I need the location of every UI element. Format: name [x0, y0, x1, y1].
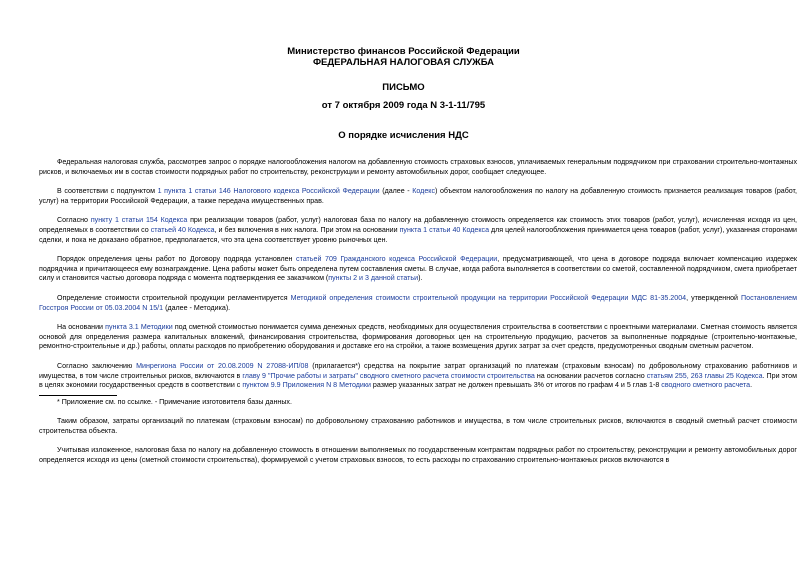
paragraph-text: Учитывая изложенное, налоговая база по налогу на добавленную стоимость в отношении выполняемых по государственным контрактам подрядных работ по строительству, реконструкции и ремонту автомобильных дорог определяется исходя из цены (сметной стоимости строительства), формируемой с учетом страховых взносов, то есть расходы по страхованию строительно-монтажных рисков включаются в [39, 446, 797, 465]
paragraph-7 [39, 362, 797, 391]
document-body [39, 158, 797, 476]
paragraph-text: , предусматривающей, что цена в договоре подряда включает компенсацию издержек подрядчика и причитающееся ему вознаграждение. Цена работы может быть определена путем составления сметы. В случае, когда работа выполняется в соответствии со сметой, составленной подрядчиком, смета приобретает силу и становится частью договора подряда с момента подтверждения ее заказчиком ( [39, 255, 797, 283]
paragraph-4 [39, 255, 797, 284]
link-minregion-conclusion[interactable]: Минрегиона России от 20.08.2009 N 27088-ИП/08 [136, 361, 309, 370]
link-article-154[interactable]: пункту 1 статьи 154 Кодекса [90, 216, 188, 225]
paragraph-text: ). [418, 274, 423, 283]
paragraph-text: Таким образом, затраты организаций по платежам (страховым взносам) по добровольному страхованию работников и имущества, в том числе строительных рисков, включаются в сводный сметный расчет стоимости строительства объекта. [39, 417, 797, 435]
link-chapter-9[interactable]: главу 9 "Прочие работы и затраты" сводного сметного расчета стоимости строительства [242, 371, 535, 380]
paragraph-text: В соответствии с подпунктом [57, 187, 158, 196]
paragraph-1 [39, 158, 797, 177]
link-article-40[interactable]: статьей 40 Кодекса [150, 225, 215, 234]
paragraph-text: под сметной стоимостью понимается сумма денежных средств, необходимых для осуществления строительства в соответствии с проектными материалами. Сметная стоимость является основой для определения размера капитальных вложений, финансирования строительства, формирования договорных цен на строительную продукцию, расчетов за выполненные подрядные (строительно-монтажные, ремонтно-строительные и др.) работы, оплаты расходов по приобретению оборудования и доставке его на стройки, а также возмещения других затрат за счет средств, предусмотренных сводным сметным расчетом. [39, 323, 798, 351]
paragraph-text: для целей налогообложения принимается цена товаров (работ, услуг), указанная сторонами сделки, и пока не доказано обратное, предполагается, что эта цена соответствует уровню рыночных цен. [39, 225, 797, 244]
paragraph-text: Согласно [57, 216, 91, 225]
link-gosstroy-resolution[interactable]: Постановлением Госстроя России от 05.03.2004 N 15/1 [39, 293, 797, 312]
document-subject: О порядке исчисления НДС [338, 130, 469, 141]
paragraph-text: На основании [57, 323, 106, 332]
paragraph-text: Определение стоимости строительной продукции регламентируется [57, 293, 291, 302]
paragraph-text: (далее - [379, 187, 413, 196]
document-type: ПИСЬМО [382, 82, 425, 93]
ministry-name: Министерство финансов Российской Федерации [287, 46, 520, 57]
link-articles-255-263[interactable]: статьям 255, 263 главы 25 Кодекса [646, 371, 763, 380]
service-name: ФЕДЕРАЛЬНАЯ НАЛОГОВАЯ СЛУЖБА [312, 57, 495, 68]
paragraph-text: . [750, 381, 753, 390]
link-points-2-3[interactable]: пункты 2 и 3 данной статьи [328, 274, 419, 283]
link-article-40-point-1[interactable]: пункта 1 статьи 40 Кодекса [399, 225, 490, 234]
link-methodology-point-3-1[interactable]: пункта 3.1 Методики [105, 323, 173, 332]
paragraph-3 [39, 216, 797, 245]
footnote: * Приложение см. по ссылке. - Примечание изготовителя базы данных. [57, 397, 292, 406]
footnote-divider [39, 395, 117, 396]
paragraph-text: Федеральная налоговая служба, рассмотрев запрос о порядке налогообложения налогом на добавленную стоимость страховых взносов, уплачиваемых генеральным подрядчиком при страховании строительно-монтажных рисков, и включаемых им в состав стоимости подрядных работ по строительству, реконструкции и ремонту автомобильных дорог, сообщает следующее. [39, 158, 797, 176]
paragraph-text: (далее - Методика). [163, 303, 231, 312]
paragraph-6 [39, 323, 797, 352]
paragraph-8 [39, 417, 797, 436]
paragraph-5 [39, 294, 797, 313]
paragraph-text: Порядок определения цены работ по Договору подряда установлен [57, 255, 297, 264]
link-point-9-9-appendix-8[interactable]: пунктом 9.9 Приложения N 8 Методики [242, 381, 371, 390]
paragraph-text: при реализации товаров (работ, услуг) налоговая база по налогу на добавленную стоимость определяется как стоимость этих товаров (работ, услуг), исчисленная исходя из цен, определяемых в соответствии со [39, 216, 797, 234]
paragraph-text: , утвержденной [686, 293, 742, 302]
paragraph-text: ) объектом налогообложения по налогу на добавленную стоимость признается реализация товаров (работ, услуг) на территории Российской Федерации, а также передача имущественных прав. [39, 187, 797, 205]
paragraph-text: . При этом в целях экономии государственных средств в соответствии с [39, 371, 797, 390]
paragraph-text: Согласно заключению [57, 361, 137, 370]
document-date: от 7 октября 2009 года N 3-1-11/795 [321, 100, 486, 111]
link-tax-code-article-146[interactable]: 1 пункта 1 статьи 146 Налогового кодекса Российской Федерации [157, 187, 380, 196]
paragraph-text: на основании расчетов согласно [534, 371, 647, 380]
paragraph-text: (прилагается*) средства на покрытие затрат организаций по платежам (страховым взносам) по добровольному страхованию работников и имущества, в том числе строительных рисков, включаются в [39, 361, 797, 380]
link-civil-code-article-709[interactable]: статьей 709 Гражданского кодекса Российской Федерации [296, 255, 498, 264]
paragraph-text: размер указанных затрат не должен превышать 3% от итогов по графам 4 и 5 глав 1-8 [370, 381, 662, 390]
link-summary-estimate[interactable]: сводного сметного расчета [661, 381, 751, 390]
paragraph-text: , и без включения в них налога. При этом на основании [214, 225, 400, 234]
link-tax-code[interactable]: Кодекс [412, 187, 436, 196]
paragraph-9 [39, 446, 797, 465]
link-methodology-mds[interactable]: Методикой определения стоимости строительной продукции на территории Российской Федерации МДС 81-35.2004 [290, 293, 687, 302]
paragraph-2 [39, 187, 797, 206]
